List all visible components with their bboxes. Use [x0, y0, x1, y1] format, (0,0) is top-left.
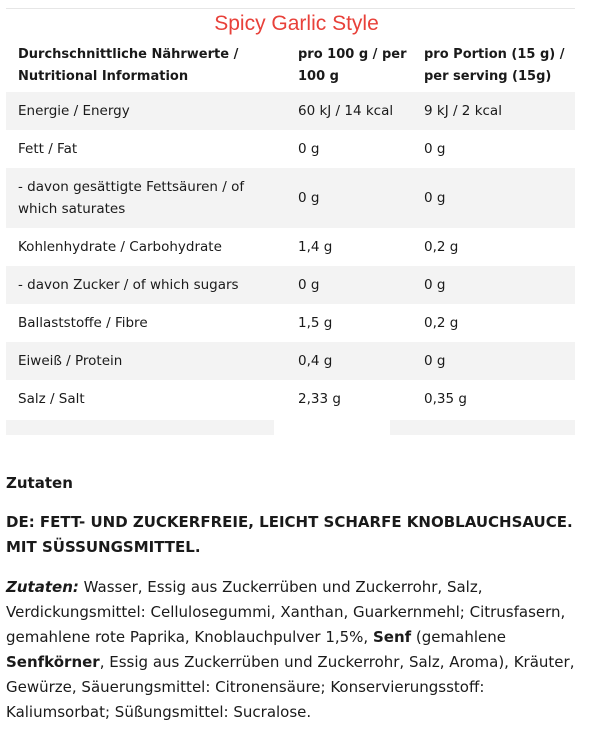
nutrient-name: Salz / Salt [18, 391, 85, 407]
value-per-100g: 2,33 g [298, 391, 341, 407]
table-row [6, 342, 575, 380]
table-row [6, 266, 575, 304]
value-per-100g: 0 g [286, 266, 412, 304]
ingredients-text: Zutaten: Wasser, Essig aus Zuckerrüben und Zuckerrohr, Salz, Verdickungsmittel: Cellulosegummi, Xanthan, Guarkernmehl; Citrusfasern, gemahlene rote Paprika, Knoblauchpulver 1,5%, Senf (gemahlene Senfkörner, Essig aus Zuckerrüben und Zuckerrohr, Salz, Aroma), Kräuter, Gewürze, Säuerungsmittel: Citronensäure; Konservierungsstoff: Kaliumsorbat; Süßungsmittel: Sucralose. [6, 578, 575, 721]
value-per-100g: 60 kJ / 14 kcal [286, 92, 412, 130]
value-per-portion: 9 kJ / 2 kcal [412, 92, 575, 130]
nutrient-name: Eiweiß / Protein [6, 342, 286, 380]
value-per-portion: 0,2 g [424, 315, 459, 331]
product-claim: DE: FETT- UND ZUCKERFREIE, LEICHT SCHARFE KNOBLAUCHSAUCE. MIT SÜSSUNGSMITTEL. [6, 513, 573, 556]
header-per-100g: pro 100 g / per 100 g [298, 47, 407, 84]
nutrient-name: Kohlenhydrate / Carbohydrate [18, 239, 222, 255]
table-header-row [6, 40, 575, 92]
allergen-mustard-seeds: Senfkörner [6, 653, 100, 671]
table-empty-row [6, 420, 575, 435]
table-row [6, 304, 575, 342]
nutrition-table [6, 40, 575, 418]
nutrient-name: Fett / Fat [18, 141, 78, 157]
allergen-mustard: Senf [372, 628, 412, 646]
value-per-portion: 0 g [412, 266, 575, 304]
table-row [6, 130, 575, 168]
value-per-portion: 0 g [424, 141, 446, 157]
table-row [6, 92, 575, 130]
value-per-100g: 0,4 g [286, 342, 412, 380]
table-row [6, 228, 575, 266]
ingredients-heading: Zutaten [6, 474, 73, 492]
header-per-portion: pro Portion (15 g) / per serving (15g) [424, 47, 565, 84]
product-title: Spicy Garlic Style [214, 12, 379, 35]
value-per-100g: 1,4 g [298, 239, 333, 255]
value-per-portion: 0,2 g [424, 239, 459, 255]
value-per-portion: 0,35 g [424, 391, 467, 407]
value-per-100g: 1,5 g [298, 315, 333, 331]
nutrient-name: Energie / Energy [6, 92, 286, 130]
value-per-portion: 0 g [412, 342, 575, 380]
table-row [6, 380, 575, 418]
value-per-100g: 0 g [286, 168, 412, 228]
header-nutrient: Durchschnittliche Nährwerte / Nutritional Information [18, 47, 239, 84]
nutrient-name: - davon Zucker / of which sugars [6, 266, 286, 304]
top-divider [6, 8, 575, 9]
nutrient-name: Ballaststoffe / Fibre [18, 315, 148, 331]
value-per-portion: 0 g [412, 168, 575, 228]
nutrient-name: - davon gesättigte Fettsäuren / of which saturates [6, 168, 286, 228]
value-per-100g: 0 g [298, 141, 320, 157]
table-row [6, 168, 575, 228]
ingredients-lead: Zutaten: [6, 578, 79, 596]
